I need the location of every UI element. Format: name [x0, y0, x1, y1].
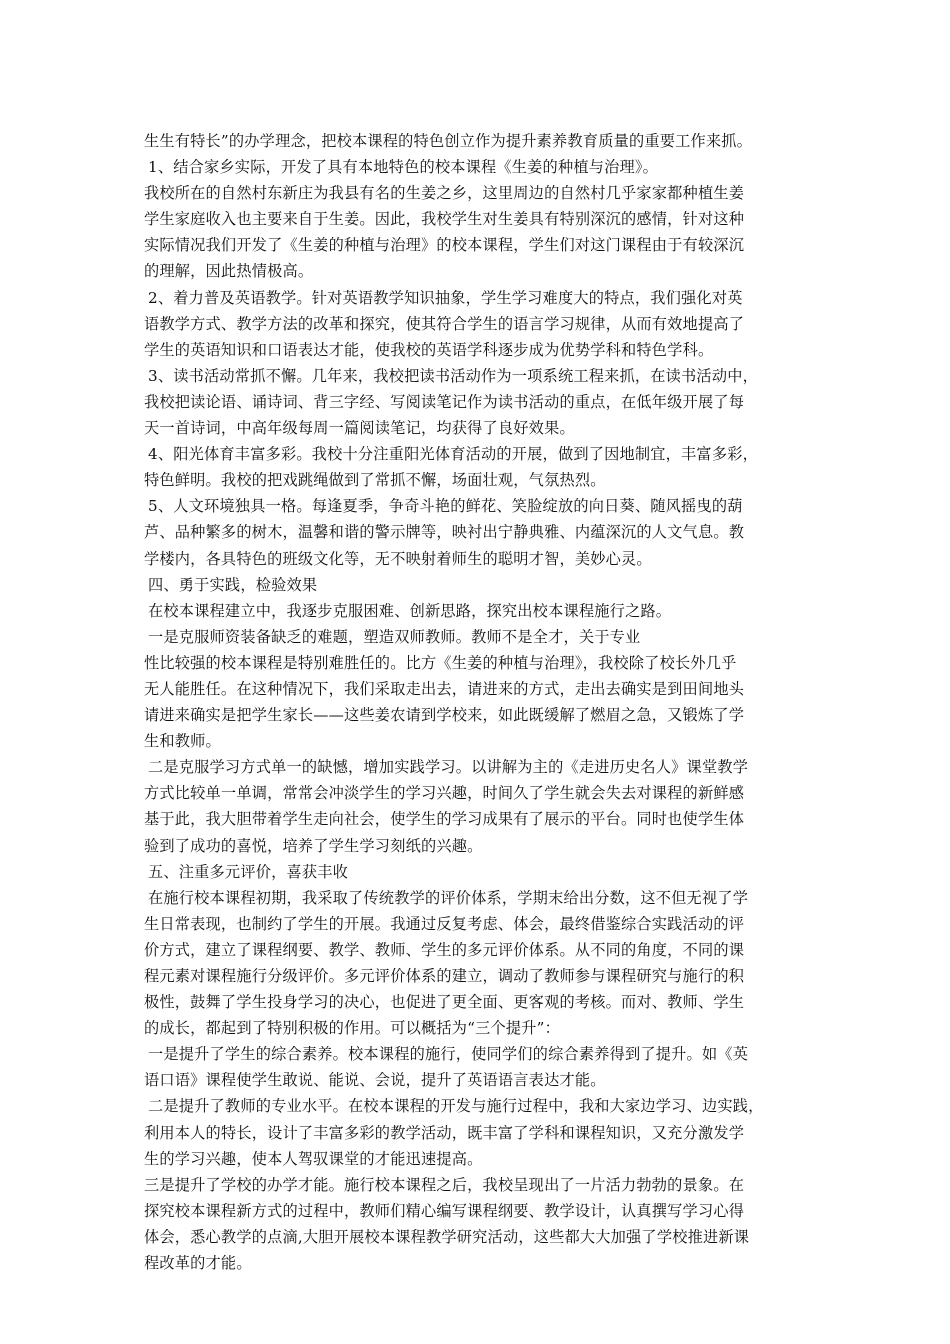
text-line: 学生家庭收入也主要来自于生姜。因此，我校学生对生姜具有特别深沉的感情，针对这种	[144, 210, 745, 229]
text-line: 5、人文环境独具一格。每逢夏季，争奇斗艳的鲜花、笑脸绽放的向日葵、随风摇曳的葫	[148, 497, 743, 516]
text-line: 程改革的才能。	[144, 1254, 252, 1273]
text-line: 特色鲜明。我校的把戏跳绳做到了常抓不懈，场面壮观，气氛热烈。	[144, 471, 606, 490]
text-line: 1、结合家乡实际，开发了具有本地特色的校本课程《生姜的种植与治理》。	[148, 158, 659, 177]
text-line: 的成长，都起到了特别积极的作用。可以概括为“三个提升”：	[144, 1019, 561, 1038]
text-line: 我校所在的自然村东新庄为我县有名的生姜之乡，这里周边的自然村几乎家家都种植生姜	[144, 184, 745, 203]
text-line: 利用本人的特长，设计了丰富多彩的教学活动，既丰富了学科和课程知识，又充分激发学	[144, 1123, 745, 1142]
text-line: 在校本课程建立中，我逐步克服困难、创新思路，探究出校本课程施行之路。	[148, 601, 672, 620]
text-line: 学楼内，各具特色的班级文化等，无不映射着师生的聪明才智，美妙心灵。	[144, 549, 652, 568]
text-line: 二是提升了教师的专业水平。在校本课程的开发与施行过程中，我和大家边学习、边实践，	[148, 1097, 764, 1116]
text-line: 在施行校本课程初期，我采取了传统教学的评价体系，学期末给出分数，这不但无视了学	[148, 888, 749, 907]
text-line: 价方式，建立了课程纲要、教学、教师、学生的多元评价体系。从不同的角度，不同的课	[144, 940, 745, 959]
text-line: 我校把读论语、诵诗词、背三字经、写阅读笔记作为读书活动的重点，在低年级开展了每	[144, 392, 745, 411]
text-line: 程元素对课程施行分级评价。多元评价体系的建立，调动了教师参与课程研究与施行的积	[144, 967, 745, 985]
text-line: 语口语》课程使学生敢说、能说、会说，提升了英语语言表达才能。	[144, 1071, 606, 1090]
text-line: 无人能胜任。在这种情况下，我们采取走出去，请进来的方式，走出去确实是到田间地头	[144, 679, 745, 698]
text-line: 体会，悉心教学的点滴,大胆开展校本课程教学研究活动，这些都大大加强了学校推进新课	[144, 1227, 750, 1246]
text-line: 的理解，因此热情极高。	[144, 262, 314, 281]
text-line: 极性，鼓舞了学生投身学习的决心，也促进了更全面、更客观的考核。而对、教师、学生	[144, 993, 745, 1012]
text-line: 探究校本课程新方式的过程中，教师们精心编写课程纲要、教学设计，认真撰写学习心得	[144, 1201, 745, 1220]
text-line: 生和教师。	[144, 732, 221, 751]
text-line: 语教学方式、教学方法的改革和探究，使其符合学生的语言学习规律，从而有效地提高了	[144, 314, 745, 333]
text-line: 一是克服师资装备缺乏的难题，塑造双师教师。教师不是全才，关于专业	[148, 627, 641, 646]
text-line: 一是提升了学生的综合素养。校本课程的施行，使同学们的综合素养得到了提升。如《英	[148, 1045, 749, 1064]
text-line: 二是克服学习方式单一的缺憾，增加实践学习。以讲解为主的《走进历史名人》课堂教学	[148, 758, 749, 777]
text-line: 四、勇于实践，检验效果	[148, 575, 318, 594]
text-line: 2、着力普及英语教学。针对英语教学知识抽象，学生学习难度大的特点，我们强化对英	[148, 288, 743, 307]
document-body	[144, 128, 814, 1276]
text-line: 三是提升了学校的办学才能。施行校本课程之后，我校呈现出了一片活力勃勃的景象。在	[144, 1175, 745, 1194]
text-line: 3、读书活动常抓不懈。几年来，我校把读书活动作为一项系统工程来抓，在读书活动中，	[148, 366, 758, 385]
text-line: 五、注重多元评价，喜获丰收	[148, 862, 349, 881]
text-line: 请进来确实是把学生家长——这些姜农请到学校来，如此既缓解了燃眉之急，又锻炼了学	[144, 706, 745, 725]
text-line: 验到了成功的喜悦，培养了学生学习刻纸的兴趣。	[144, 836, 483, 855]
text-line: 4、阳光体育丰富多彩。我校十分注重阳光体育活动的开展，做到了因地制宜，丰富多彩，	[148, 445, 758, 464]
text-line: 生日常表现，也制约了学生的开展。我通过反复考虑、体会，最终借鉴综合实践活动的评	[144, 914, 745, 933]
text-line: 方式比较单一单调，常常会冲淡学生的学习兴趣，时间久了学生就会失去对课程的新鲜感	[144, 784, 745, 803]
text-line: 天一首诗词，中高年级每周一篇阅读笔记，均获得了良好效果。	[144, 419, 575, 438]
text-line: 生生有特长”的办学理念，把校本课程的特色创立作为提升素养教育质量的重要工作来抓。	[144, 132, 753, 150]
text-line: 学生的英语知识和口语表达才能，使我校的英语学科逐步成为优势学科和特色学科。	[144, 340, 714, 359]
text-line: 性比较强的校本课程是特别难胜任的。比方《生姜的种植与治理》，我校除了校长外几乎	[144, 653, 737, 672]
text-line: 基于此，我大胆带着学生走向社会，使学生的学习成果有了展示的平台。同时也使学生体	[144, 810, 745, 829]
text-line: 生的学习兴趣，使本人驾驭课堂的才能迅速提高。	[144, 1149, 483, 1168]
text-line: 实际情况我们开发了《生姜的种植与治理》的校本课程，学生们对这门课程由于有较深沉	[144, 236, 745, 255]
text-line: 芦、品种繁多的树木，温馨和谐的警示牌等，映衬出宁静典雅、内蕴深沉的人文气息。教	[144, 523, 745, 542]
